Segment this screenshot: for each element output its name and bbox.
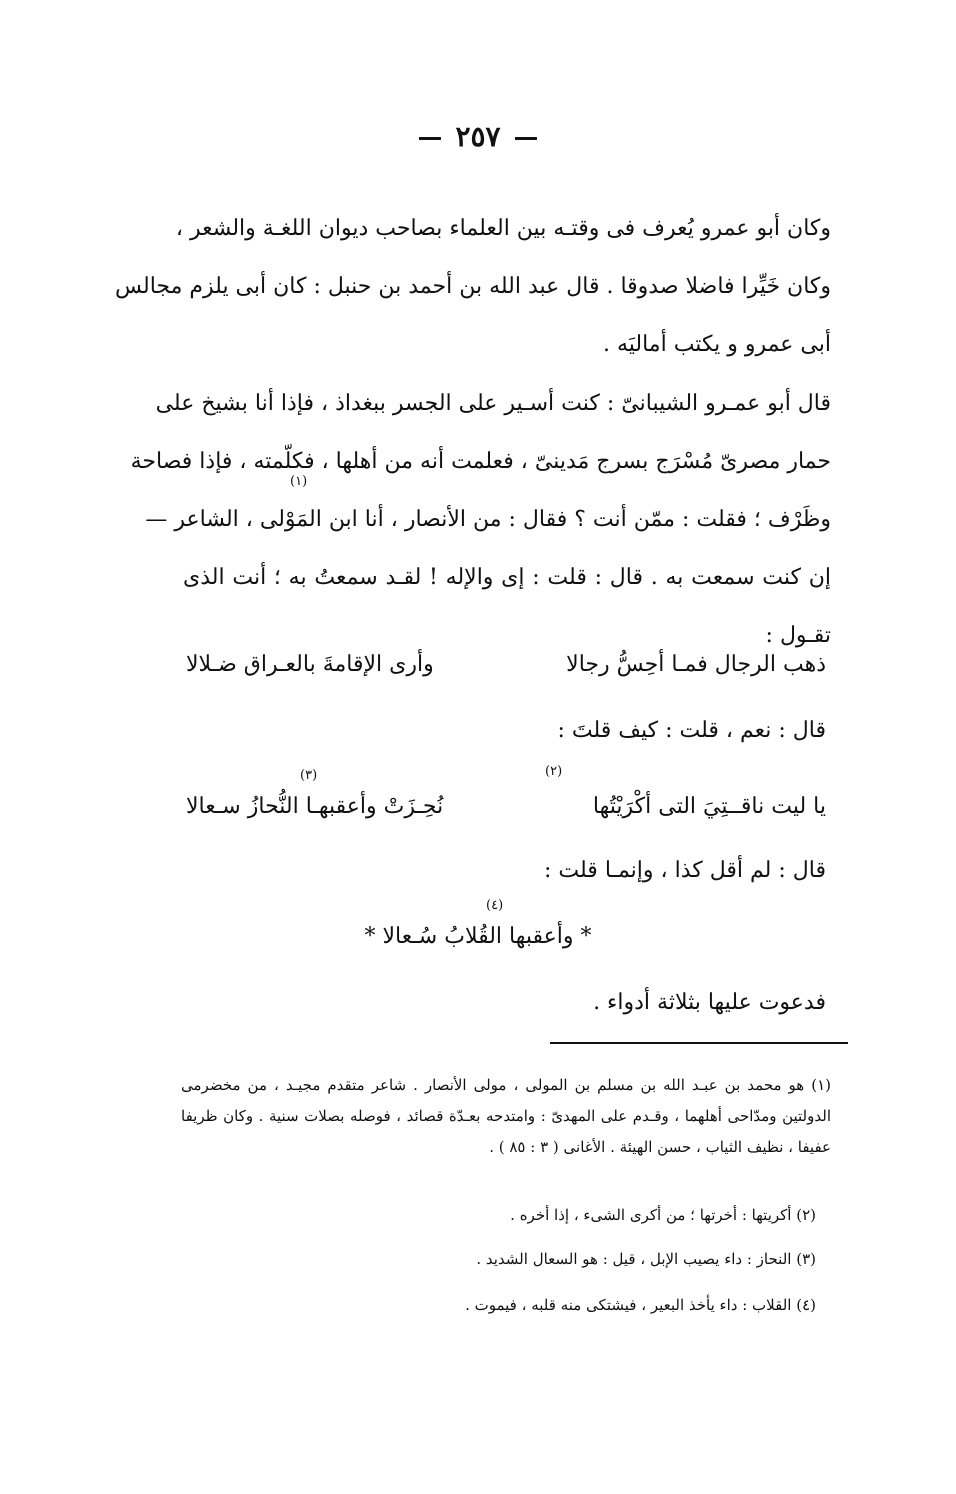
page-header xyxy=(0,120,956,153)
verse-1-hemistich-1: ذهب الرجال فمـا أحِسُّ رجالا xyxy=(566,652,826,677)
paragraph-2-line-2: حمار مصرىّ مُسْرَج بسرج مَدينىّ ، فعلمت أنه من أهلها ، فكلّمته ، فإذا فصاحة xyxy=(130,449,831,474)
paragraph-1-line-1: وكان أبو عمرو يُعرف فى وقتـه بين العلماء بصاحب ديوان اللغـة والشعر ، xyxy=(175,216,831,241)
footnote-4: (٤) القلاب : داء يأخذ البعير ، فيشتكى منه قلبه ، فيموت . xyxy=(465,1296,816,1314)
page-number: ٢٥٧ xyxy=(455,120,501,153)
footnote-separator xyxy=(550,1042,848,1044)
paragraph-1 xyxy=(114,200,831,374)
verse-3: * وأعقبها القُلابُ سُـعالا * xyxy=(364,924,592,949)
header-dash-right xyxy=(515,137,537,140)
paragraph-2-line-4: إن كنت سمعت به . قال : قلت : إى والإله ! لقـد سمعتُ به ؛ أنت الذى xyxy=(183,565,831,590)
verse-2-hemistich-2: نُحِـزَتْ وأعقبهـا النُّحازُ سـعالا xyxy=(186,794,444,819)
paragraph-2-line-1: قال أبو عمـرو الشيبانىّ : كنت أسـير على الجسر ببغداذ ، فإذا أنا بشيخ على xyxy=(155,391,831,416)
footnote-ref-3: (٣) xyxy=(300,768,318,783)
footnote-ref-2: (٢) xyxy=(545,764,563,779)
paragraph-2-line-3: وظَرْف ؛ فقلت : ممّن أنت ؟ فقال : من الأنصار ، أنا ابن المَوْلى ، الشاعر — xyxy=(145,507,831,532)
verse-1-hemistich-2: وأرى الإقامةَ بالعـراق ضـلالا xyxy=(186,652,434,677)
paragraph-1-line-3: أبى عمرو و يكتب أماليَه . xyxy=(602,332,831,357)
footnote-3: (٣) النحاز : داء يصيب الإبل ، قيل : هو السعال الشديد . xyxy=(476,1250,816,1268)
footnote-1: (١) هو محمد بن عبـد الله بن مسلم بن المولى ، مولى الأنصار . شاعر متقدم مجيـد ، من مخضرمى الدولتين ومدّاحى أهلهما ، وقـدم على المهدىّ : وامتدحه بعـدّة قصائد ، فوصله بصلات سنية . وكان ظريفا عفيفا ، نظيف الثياب ، حسن الهيئة . الأغانى ( ٣ : ٨٥ ) . xyxy=(181,1076,832,1156)
said-line-2: قال : لم أقل كذا ، وإنمـا قلت : xyxy=(544,858,826,883)
paragraph-2 xyxy=(130,375,831,665)
footnote-ref-4: (٤) xyxy=(486,898,504,913)
footnote-2: (٢) أكريتها : أخرتها ؛ من أكرى الشىء ، إذا أخره . xyxy=(510,1206,816,1224)
said-line-1: قال : نعم ، قلت : كيف قلتَ : xyxy=(557,718,826,743)
verse-1 xyxy=(186,652,826,692)
paragraph-1-line-2: وكان خَيِّرا فاضلا صدوقا . قال عبد الله بن أحمد بن حنبل : كان أبى يلزم مجالس xyxy=(114,274,831,299)
paragraph-2-line-5: تقـول : xyxy=(765,623,831,648)
verse-2 xyxy=(186,794,826,834)
verse-2-hemistich-1: يا ليت ناقــتِيَ التى أكْرَيْتُها xyxy=(592,794,826,819)
header-dash-left xyxy=(419,137,441,140)
closing-line: فدعوت عليها بثلاثة أدواء . xyxy=(593,990,826,1015)
footnote-ref-1: (١) xyxy=(290,474,308,489)
